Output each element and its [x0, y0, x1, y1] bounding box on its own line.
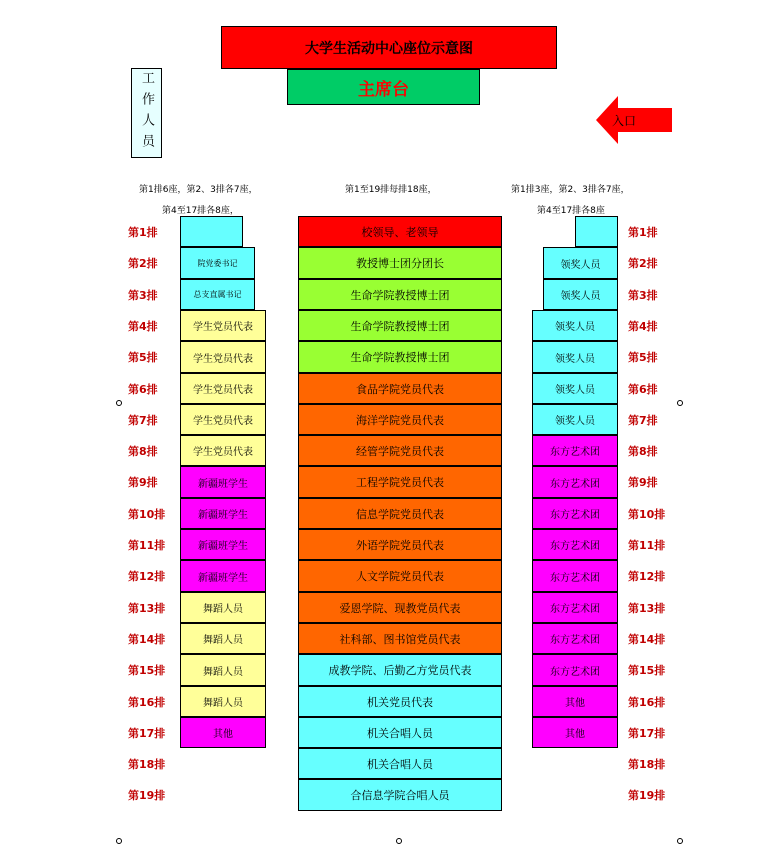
- row-label-left: 第10排: [128, 508, 166, 521]
- left-seat-block: 舞蹈人员: [180, 623, 266, 654]
- row-label-right: 第4排: [628, 320, 658, 333]
- center-seat-block: 工程学院党员代表: [298, 466, 502, 498]
- center-seat-block: 生命学院教授博士团: [298, 341, 502, 373]
- center-seat-block: 食品学院党员代表: [298, 373, 502, 404]
- right-seat-block: 领奖人员: [532, 341, 618, 373]
- row-label-left: 第3排: [128, 289, 158, 302]
- right-seat-block: 东方艺术团: [532, 623, 618, 654]
- row-label-right: 第13排: [628, 602, 666, 615]
- center-seat-block: 人文学院党员代表: [298, 560, 502, 592]
- staff-box: 工作人员: [131, 68, 162, 158]
- left-seat-block: 新疆班学生: [180, 466, 266, 498]
- row-label-left: 第12排: [128, 570, 166, 583]
- left-seat-block: 学生党员代表: [180, 404, 266, 435]
- row-label-left: 第5排: [128, 351, 158, 364]
- row-label-right: 第18排: [628, 758, 666, 771]
- row-label-left: 第11排: [128, 539, 166, 552]
- row-label-left: 第15排: [128, 664, 166, 677]
- center-seat-block: 外语学院党员代表: [298, 529, 502, 560]
- row-label-right: 第19排: [628, 789, 666, 802]
- center-seat-block: 机关合唱人员: [298, 717, 502, 748]
- left-seat-block: [180, 216, 243, 247]
- left-seat-block: 新疆班学生: [180, 498, 266, 529]
- right-seat-block: 领奖人员: [532, 373, 618, 404]
- right-seat-block: [575, 216, 618, 247]
- right-seat-block: 领奖人员: [532, 404, 618, 435]
- row-label-left: 第14排: [128, 633, 166, 646]
- center-seat-block: 信息学院党员代表: [298, 498, 502, 529]
- left-seat-block: 舞蹈人员: [180, 592, 266, 623]
- row-label-right: 第11排: [628, 539, 666, 552]
- row-label-right: 第5排: [628, 351, 658, 364]
- right-seat-block: 其他: [532, 686, 618, 717]
- row-label-right: 第17排: [628, 727, 666, 740]
- right-seat-block: 领奖人员: [532, 310, 618, 341]
- right-seat-block: 东方艺术团: [532, 592, 618, 623]
- right-seat-block: 东方艺术团: [532, 466, 618, 498]
- center-seat-block: 机关合唱人员: [298, 748, 502, 779]
- row-label-left: 第9排: [128, 476, 158, 489]
- center-seat-block: 经管学院党员代表: [298, 435, 502, 466]
- center-seat-block: 生命学院教授博士团: [298, 310, 502, 341]
- handle-dot: [396, 838, 402, 844]
- handle-dot: [116, 400, 122, 406]
- row-label-right: 第12排: [628, 570, 666, 583]
- left-seat-block: 学生党员代表: [180, 310, 266, 341]
- row-label-left: 第16排: [128, 696, 166, 709]
- left-seat-block: 总支直属书记: [180, 279, 255, 310]
- handle-dot: [677, 400, 683, 406]
- center-seat-block: 机关党员代表: [298, 686, 502, 717]
- center-seat-block: 社科部、图书馆党员代表: [298, 623, 502, 654]
- row-label-left: 第4排: [128, 320, 158, 333]
- center-seat-block: 生命学院教授博士团: [298, 279, 502, 310]
- right-seat-block: 领奖人员: [543, 247, 618, 279]
- row-label-left: 第18排: [128, 758, 166, 771]
- left-seat-block: 学生党员代表: [180, 435, 266, 466]
- row-label-right: 第9排: [628, 476, 658, 489]
- left-seat-block: 新疆班学生: [180, 560, 266, 592]
- entrance-label: 入口: [612, 114, 637, 128]
- left-note-line2: 第4至17排各8座，: [162, 206, 239, 216]
- right-seat-block: 东方艺术团: [532, 529, 618, 560]
- left-seat-block: 其他: [180, 717, 266, 748]
- row-label-right: 第16排: [628, 696, 666, 709]
- right-note-line2: 第4至17排各8座: [537, 206, 605, 216]
- row-label-right: 第14排: [628, 633, 666, 646]
- right-note-line1: 第1排3座，第2、3排各7座，: [511, 185, 630, 195]
- row-label-left: 第17排: [128, 727, 166, 740]
- right-seat-block: 领奖人员: [543, 279, 618, 310]
- left-seat-block: 学生党员代表: [180, 341, 266, 373]
- row-label-right: 第8排: [628, 445, 658, 458]
- center-note: 第1至19排每排18座，: [345, 185, 437, 195]
- center-seat-block: 教授博士团分团长: [298, 247, 502, 279]
- diagram-title: 大学生活动中心座位示意图: [221, 26, 557, 69]
- row-label-left: 第6排: [128, 383, 158, 396]
- stage-box: 主席台: [287, 69, 480, 105]
- left-seat-block: 院党委书记: [180, 247, 255, 279]
- row-label-left: 第8排: [128, 445, 158, 458]
- handle-dot: [677, 838, 683, 844]
- center-seat-block: 校领导、老领导: [298, 216, 502, 247]
- row-label-left: 第13排: [128, 602, 166, 615]
- right-seat-block: 东方艺术团: [532, 560, 618, 592]
- right-seat-block: 东方艺术团: [532, 498, 618, 529]
- row-label-right: 第3排: [628, 289, 658, 302]
- left-seat-block: 新疆班学生: [180, 529, 266, 560]
- entrance-arrow: [596, 96, 672, 144]
- handle-dot: [116, 838, 122, 844]
- row-label-left: 第19排: [128, 789, 166, 802]
- row-label-right: 第10排: [628, 508, 666, 521]
- row-label-right: 第2排: [628, 257, 658, 270]
- row-label-left: 第2排: [128, 257, 158, 270]
- center-seat-block: 海洋学院党员代表: [298, 404, 502, 435]
- right-seat-block: 东方艺术团: [532, 654, 618, 686]
- right-seat-block: 东方艺术团: [532, 435, 618, 466]
- row-label-right: 第6排: [628, 383, 658, 396]
- row-label-right: 第7排: [628, 414, 658, 427]
- left-note-line1: 第1排6座，第2、3排各7座，: [139, 185, 258, 195]
- left-seat-block: 学生党员代表: [180, 373, 266, 404]
- row-label-right: 第1排: [628, 226, 658, 239]
- center-seat-block: 成教学院、后勤乙方党员代表: [298, 654, 502, 686]
- center-seat-block: 爱恩学院、现教党员代表: [298, 592, 502, 623]
- right-seat-block: 其他: [532, 717, 618, 748]
- row-label-right: 第15排: [628, 664, 666, 677]
- row-label-left: 第7排: [128, 414, 158, 427]
- row-label-left: 第1排: [128, 226, 158, 239]
- left-seat-block: 舞蹈人员: [180, 654, 266, 686]
- center-seat-block: 合信息学院合唱人员: [298, 779, 502, 811]
- left-seat-block: 舞蹈人员: [180, 686, 266, 717]
